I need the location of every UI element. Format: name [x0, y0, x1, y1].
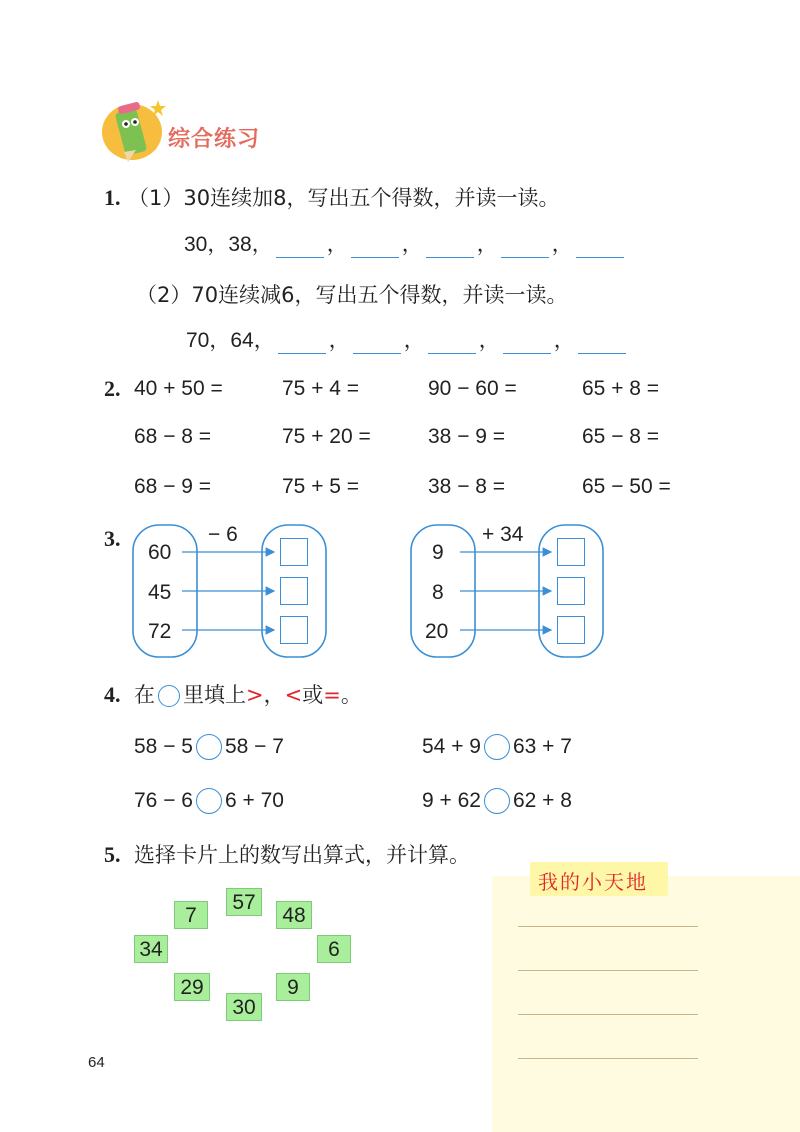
- q3-right-answer-box[interactable]: [557, 577, 585, 605]
- answer-blank[interactable]: [278, 333, 326, 354]
- answer-blank[interactable]: [428, 333, 476, 354]
- q4-item: 76 − 6 6 + 70: [134, 788, 284, 814]
- number-card[interactable]: 30: [226, 993, 262, 1021]
- q2-r0-c1[interactable]: 75 + 4 =: [282, 377, 360, 400]
- q1-part2-label: （2）70连续减6，写出五个得数，并读一读。: [136, 283, 568, 307]
- q3-left-answer-box[interactable]: [280, 577, 308, 605]
- q1-number: 1.: [104, 185, 121, 210]
- q1-part2-given: 70，64，: [186, 329, 275, 352]
- q3-left-input: 72: [148, 620, 172, 643]
- compare-circle[interactable]: [196, 734, 222, 760]
- answer-blank[interactable]: [503, 333, 551, 354]
- q3-left-answer-box[interactable]: [280, 538, 308, 566]
- number-card[interactable]: 29: [174, 973, 210, 1001]
- answer-blank[interactable]: [576, 237, 624, 258]
- q4-number: 4.: [104, 682, 121, 707]
- q2-r0-c3[interactable]: 65 + 8 =: [582, 377, 660, 400]
- circle-icon: [158, 685, 180, 707]
- note-line: [518, 1058, 698, 1059]
- q4-instruction: 在 里填上>，<或=。: [134, 683, 362, 707]
- q3-left-input: 60: [148, 541, 172, 564]
- q5-number: 5.: [104, 842, 121, 867]
- answer-blank[interactable]: [276, 237, 324, 258]
- equals-sign: =: [323, 683, 341, 707]
- answer-blank[interactable]: [351, 237, 399, 258]
- answer-blank[interactable]: [353, 333, 401, 354]
- q4-item: 58 − 5 58 − 7: [134, 734, 284, 760]
- number-card[interactable]: 57: [226, 888, 262, 916]
- q3-left-op: − 6: [208, 523, 238, 546]
- q2-r2-c2[interactable]: 38 − 8 =: [428, 475, 506, 498]
- number-card[interactable]: 34: [134, 935, 168, 963]
- compare-circle[interactable]: [484, 788, 510, 814]
- q2-r1-c2[interactable]: 38 − 9 =: [428, 425, 506, 448]
- number-card[interactable]: 48: [276, 901, 312, 929]
- number-card[interactable]: 9: [276, 973, 310, 1001]
- q2-r1-c0[interactable]: 68 − 8 =: [134, 425, 212, 448]
- q3-left-answer-box[interactable]: [280, 616, 308, 644]
- q1-part1-given: 30，38，: [184, 233, 273, 256]
- q4-item: 54 + 9 63 + 7: [422, 734, 572, 760]
- compare-circle[interactable]: [196, 788, 222, 814]
- page-title: 综合练习: [168, 127, 261, 152]
- less-than-sign: <: [284, 683, 303, 707]
- greater-than-sign: >: [246, 683, 264, 707]
- compare-circle[interactable]: [484, 734, 510, 760]
- q2-number: 2.: [104, 376, 121, 401]
- answer-blank[interactable]: [426, 237, 474, 258]
- q3-right-input: 9: [432, 541, 444, 564]
- q2-r2-c3[interactable]: 65 − 50 =: [582, 475, 671, 498]
- q2-r0-c0[interactable]: 40 + 50 =: [134, 377, 223, 400]
- note-line: [518, 970, 698, 971]
- q3-right-op: + 34: [482, 523, 524, 546]
- q2-r2-c1[interactable]: 75 + 5 =: [282, 475, 360, 498]
- q3-right-answer-box[interactable]: [557, 616, 585, 644]
- q3-right-input: 20: [425, 620, 449, 643]
- q3-left-input: 45: [148, 581, 172, 604]
- answer-blank[interactable]: [578, 333, 626, 354]
- q3-number: 3.: [104, 526, 121, 551]
- q4-item: 9 + 62 62 + 8: [422, 788, 572, 814]
- q2-r1-c3[interactable]: 65 − 8 =: [582, 425, 660, 448]
- note-line: [518, 1014, 698, 1015]
- q2-r1-c1[interactable]: 75 + 20 =: [282, 425, 371, 448]
- q1-part2-answer-row: 70，64， ， ， ， ，: [186, 328, 629, 354]
- q5-instruction: 选择卡片上的数写出算式，并计算。: [134, 843, 470, 867]
- q1-part1-answer-row: 30，38， ， ， ， ，: [184, 232, 627, 258]
- page-number: 64: [88, 1054, 105, 1071]
- number-card[interactable]: 7: [174, 901, 208, 929]
- q2-r0-c2[interactable]: 90 − 60 =: [428, 377, 517, 400]
- q3-right-input: 8: [432, 581, 444, 604]
- answer-blank[interactable]: [501, 237, 549, 258]
- note-title: 我的小天地: [538, 870, 648, 894]
- note-line: [518, 926, 698, 927]
- q3-right-answer-box[interactable]: [557, 538, 585, 566]
- note-area[interactable]: [492, 876, 800, 1132]
- q1-part1-label: （1）30连续加8，写出五个得数，并读一读。: [128, 186, 560, 210]
- q3-mapping-diagram: [120, 515, 620, 665]
- number-card[interactable]: 6: [317, 935, 351, 963]
- q2-r2-c0[interactable]: 68 − 9 =: [134, 475, 212, 498]
